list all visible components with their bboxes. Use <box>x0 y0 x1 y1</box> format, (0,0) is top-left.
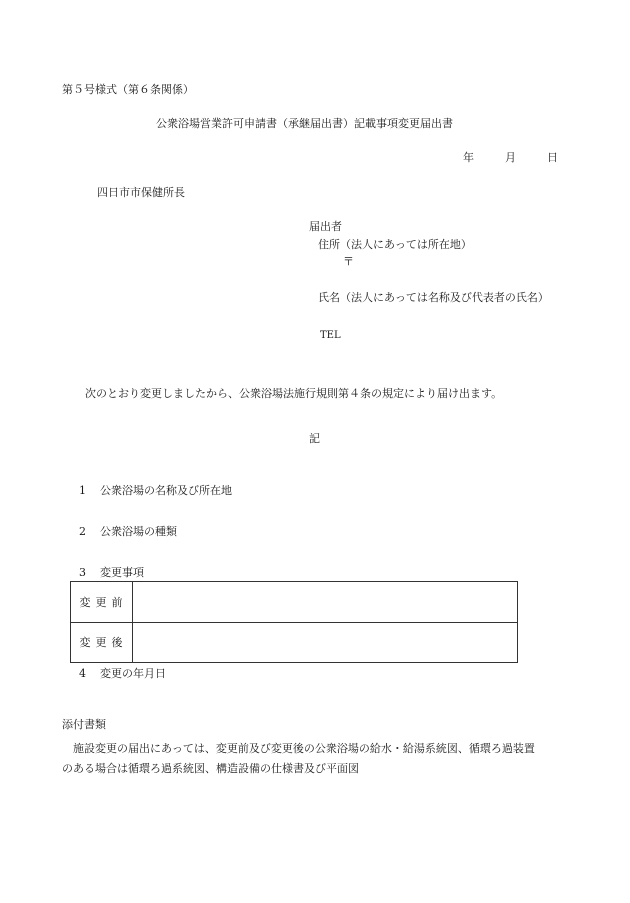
item-number: 2 <box>79 525 86 538</box>
applicant-address-label: 住所（法人にあっては所在地） <box>318 238 472 251</box>
item-text: 公衆浴場の種類 <box>100 525 177 538</box>
change-table <box>70 581 518 663</box>
change-row-after <box>71 622 517 662</box>
item-text: 変更の年月日 <box>100 667 166 680</box>
applicant-label: 届出者 <box>309 220 342 233</box>
attachments-line-1: 施設変更の届出にあっては、変更前及び変更後の公衆浴場の給水・給湯系統図、循環ろ過装置 <box>73 742 535 755</box>
addressee: 四日市市保健所長 <box>97 186 185 199</box>
attachments-heading: 添付書類 <box>62 718 106 731</box>
notice-body: 次のとおり変更しましたから、公衆浴場法施行規則第４条の規定により届け出ます。 <box>85 387 503 400</box>
document-title: 公衆浴場営業許可申請書（承継届出書）記載事項変更届出書 <box>156 117 453 130</box>
item-text: 公衆浴場の名称及び所在地 <box>100 484 232 497</box>
item-number: 3 <box>79 566 86 579</box>
item-4 <box>79 667 166 681</box>
form-number: 第５号様式（第６条関係） <box>62 83 194 96</box>
change-before-field[interactable] <box>133 582 517 622</box>
item-number: 4 <box>79 667 86 680</box>
item-1 <box>79 484 232 498</box>
date-year: 年 <box>463 151 474 164</box>
change-after-label: 変更後 <box>71 622 133 662</box>
postal-mark: 〒 <box>343 255 354 268</box>
item-number: 1 <box>79 484 86 497</box>
applicant-tel-label: TEL <box>320 330 341 341</box>
date-line <box>463 151 558 165</box>
date-month: 月 <box>505 151 516 164</box>
change-before-label: 変更前 <box>71 582 133 622</box>
item-3 <box>79 566 144 580</box>
item-2 <box>79 525 177 539</box>
change-after-field[interactable] <box>133 622 517 662</box>
ki-heading: 記 <box>309 432 320 445</box>
item-text: 変更事項 <box>100 566 144 579</box>
date-day: 日 <box>547 151 558 164</box>
applicant-name-label: 氏名（法人にあっては名称及び代表者の氏名） <box>318 291 549 304</box>
attachments-line-2: のある場合は循環ろ過系統図、構造設備の仕様書及び平面図 <box>62 762 359 775</box>
change-row-before <box>71 582 517 623</box>
